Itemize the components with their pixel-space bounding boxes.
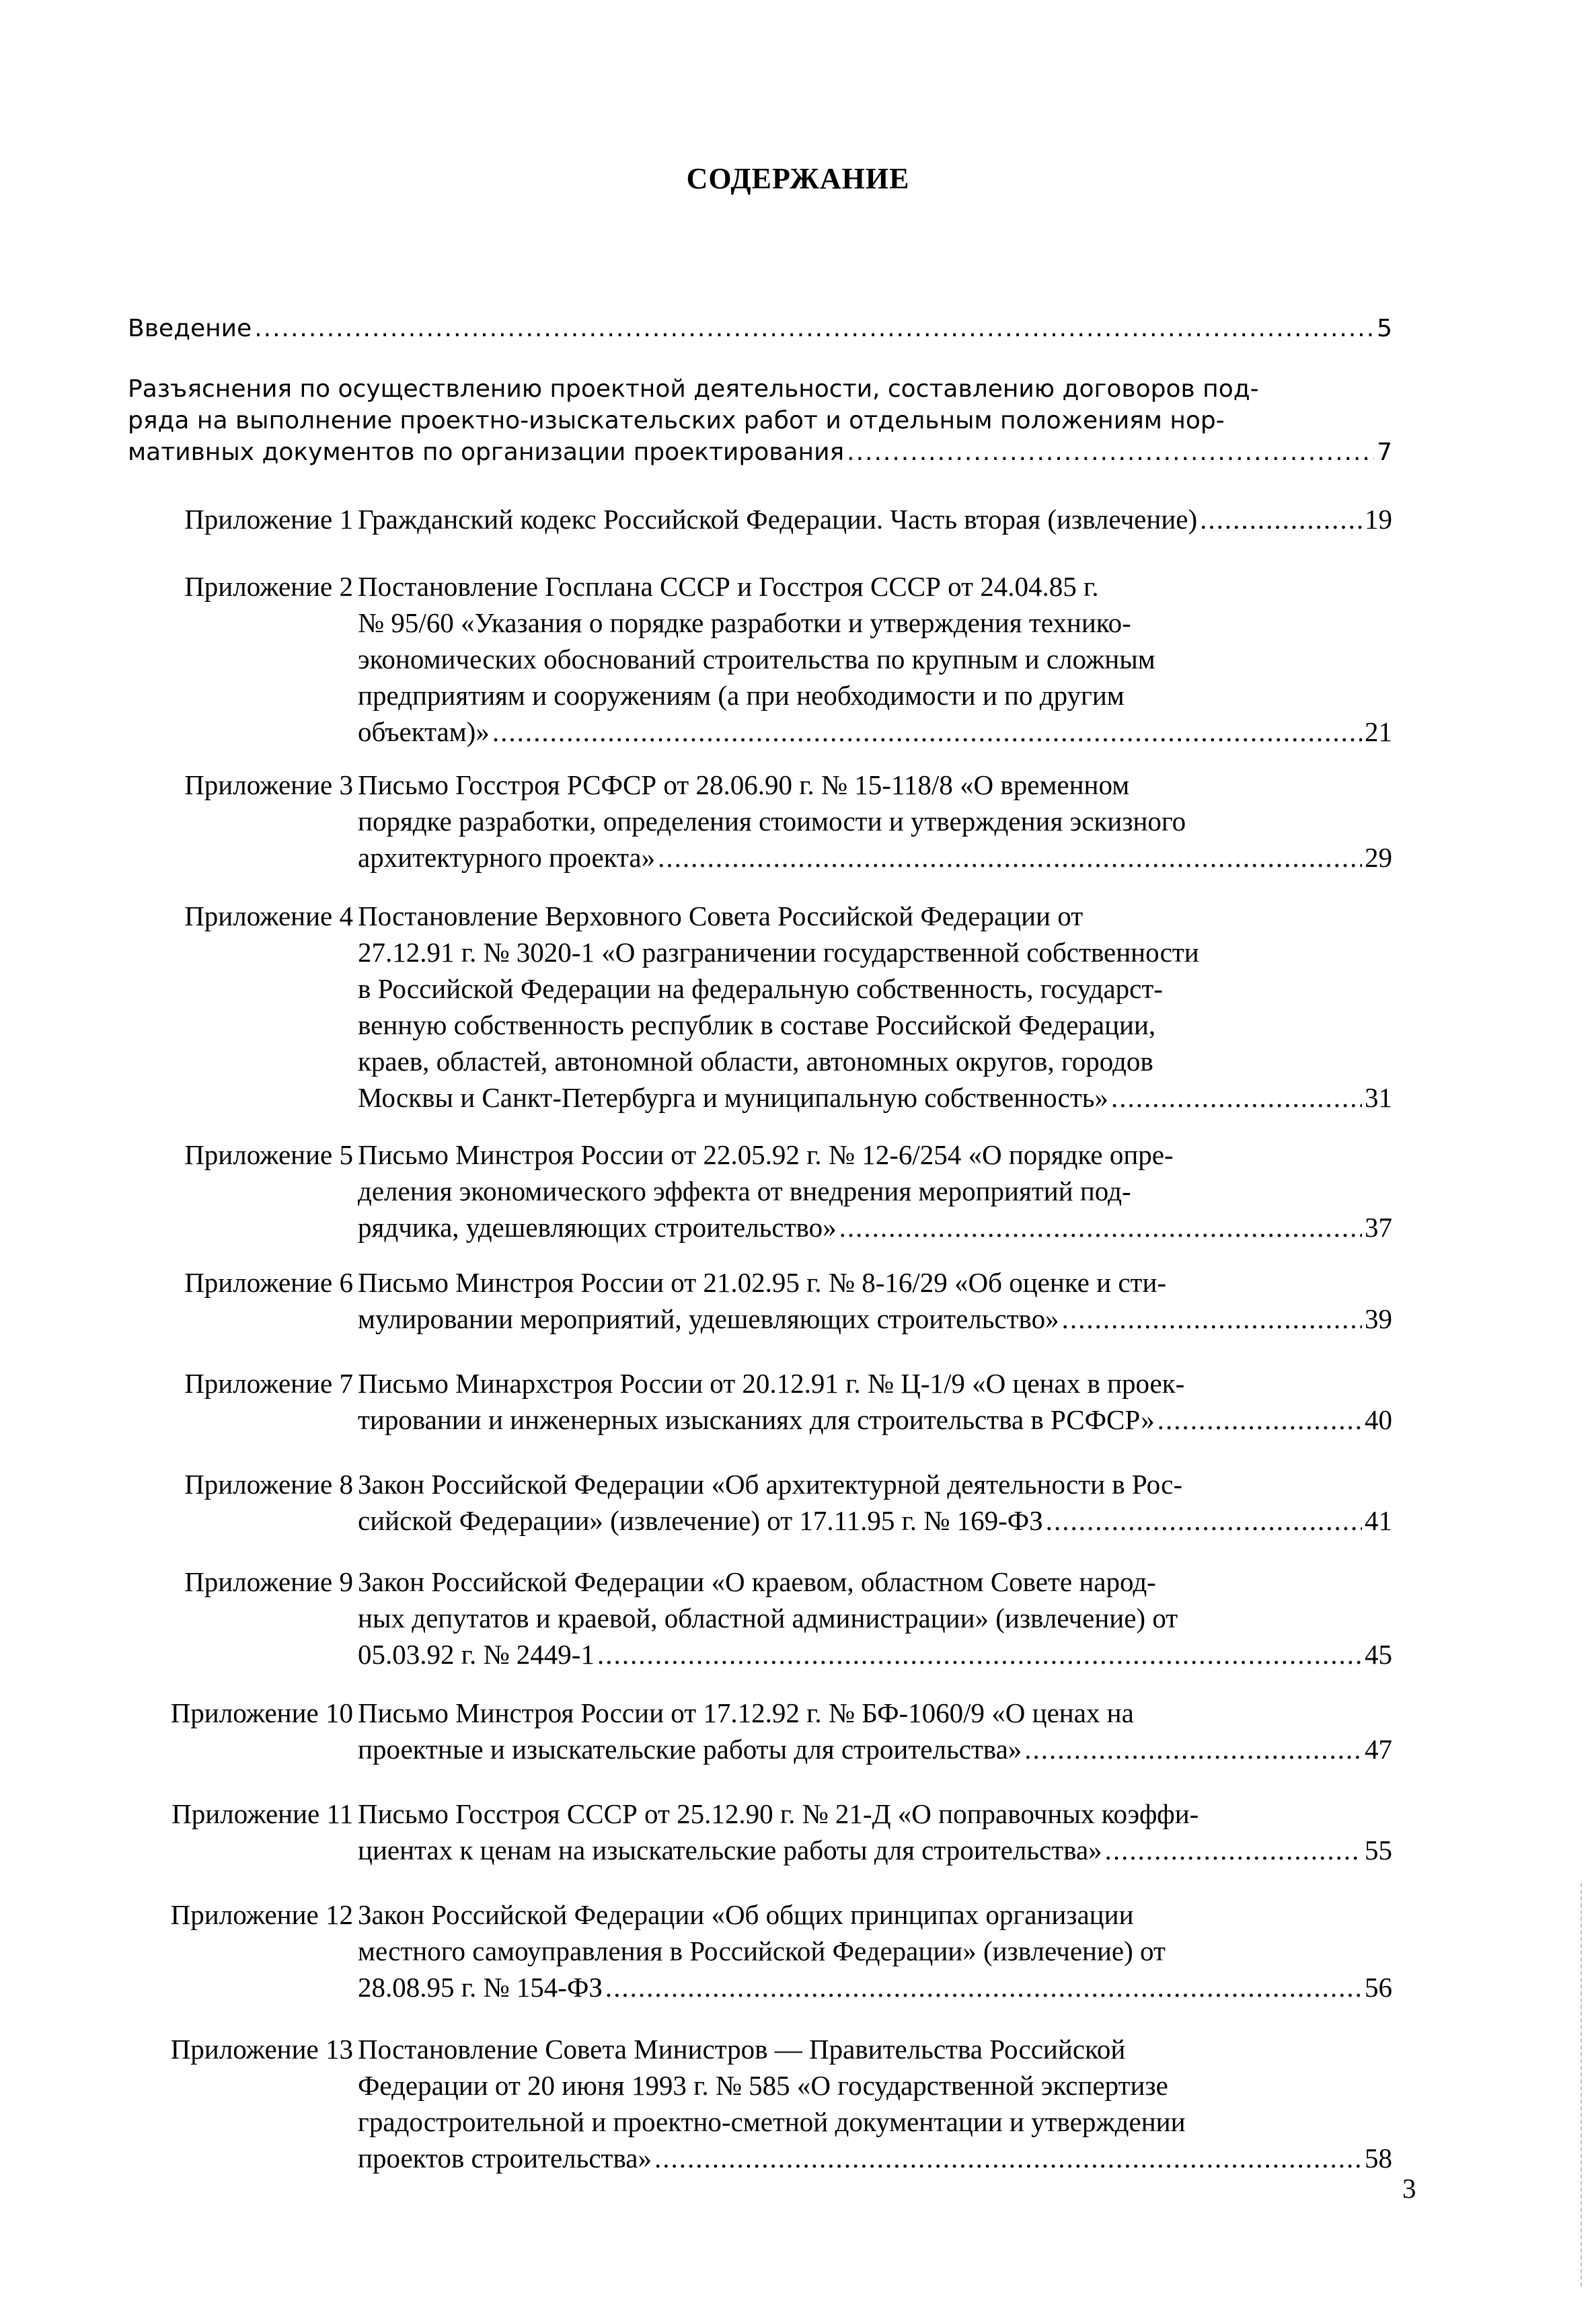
toc-entry-last-line: [358, 1636, 1392, 1673]
toc-appendix-body: [358, 2031, 1392, 2176]
toc-entry-line: краев, областей, автономной области, автономных округов, городов: [358, 1046, 1153, 1077]
toc-appendix-body: [358, 568, 1392, 750]
toc-entry-appendix-10: [124, 1695, 1392, 1767]
toc-page-number: 55: [1365, 1835, 1392, 1866]
toc-entry-text: Гражданский кодекс Российской Федерации. Часть вторая (извлечение): [358, 504, 1198, 535]
toc-entry-line: № 95/60 «Указания о порядке разработки и утверждения технико-: [358, 607, 1131, 638]
toc-page-number: 56: [1365, 1972, 1392, 2003]
toc-appendix-label: Приложение 3: [184, 769, 353, 800]
toc-appendix-label: Приложение 13: [170, 2034, 353, 2065]
toc-entry-line: Постановление Верховного Совета Российской Федерации от: [358, 900, 1084, 931]
toc-entry-line: деления экономического эффекта от внедрения мероприятий под-: [358, 1176, 1131, 1206]
toc-entry-text: объектам)»: [358, 716, 490, 747]
toc-entry-last-line: [358, 714, 1392, 750]
toc-entry-last-line: [358, 1832, 1392, 1868]
toc-entry-line: Письмо Госстроя СССР от 25.12.90 г. № 21-Д «О поправочных коэффи-: [358, 1798, 1199, 1829]
toc-page-number: 37: [1365, 1212, 1392, 1243]
toc-appendix-label: Приложение 2: [184, 571, 353, 602]
toc-entry-text: мативных документов по организации проектирования: [128, 438, 845, 466]
toc-appendix-body: [358, 767, 1392, 876]
toc-leader-dots: [1105, 1832, 1362, 1868]
toc-entry-last-line: [128, 313, 1392, 344]
toc-entry-appendix-13: [124, 2031, 1392, 2176]
toc-appendix-label: Приложение 6: [184, 1267, 353, 1298]
toc-appendix-label: Приложение 5: [184, 1139, 353, 1170]
toc-appendix-body: [358, 898, 1392, 1116]
toc-leader-dots: [605, 1969, 1362, 2005]
toc-entry-last-line: [358, 839, 1392, 876]
page-title: СОДЕРЖАНИЕ: [686, 162, 910, 195]
toc-appendix-label: Приложение 10: [170, 1697, 353, 1728]
toc-entry-appendix-7: [124, 1365, 1392, 1438]
toc-leader-dots: [1062, 1301, 1362, 1337]
toc-entry-text: проектов строительства»: [358, 2143, 652, 2174]
toc-entry-intro: [128, 313, 1392, 344]
toc-entry-line: местного самоуправления в Российской Федерации» (извлечение) от: [358, 1935, 1166, 1966]
toc-entry-line: 27.12.91 г. № 3020-1 «О разграничении государственной собственности: [358, 937, 1199, 968]
toc-entry-line: ряда на выполнение проектно-изыскательских работ и отдельным положениям нор-: [128, 407, 1225, 434]
toc-appendix-body: [358, 501, 1392, 537]
toc-entry-line: Закон Российской Федерации «Об общих принципах организации: [358, 1899, 1134, 1930]
toc-entry-line: Закон Российской Федерации «О краевом, областном Совете народ-: [358, 1566, 1156, 1597]
toc-entry-appendix-9: [124, 1564, 1392, 1673]
toc-entry-last-line: [358, 1969, 1392, 2005]
toc-appendix-body: [358, 1137, 1392, 1245]
toc-leader-dots: [839, 1209, 1362, 1245]
toc-page-number: 41: [1365, 1505, 1392, 1536]
toc-entry-appendix-6: [124, 1264, 1392, 1337]
toc-page-number: 5: [1377, 315, 1392, 342]
scan-margin-marks: [1581, 1883, 1584, 2287]
toc-appendix-label: Приложение 7: [184, 1368, 353, 1399]
toc-page-number: 31: [1365, 1082, 1392, 1113]
toc-entry-appendix-1: [124, 501, 1392, 537]
toc-entry-text: сийской Федерации» (извлечение) от 17.11.95 г. № 169-ФЗ: [358, 1505, 1043, 1536]
toc-entry-line: порядке разработки, определения стоимости и утверждения эскизного: [358, 806, 1186, 837]
toc-entry-last-line: [358, 1079, 1392, 1116]
toc-page-number: 29: [1365, 842, 1392, 873]
toc-entry-line: Письмо Минстроя России от 17.12.92 г. № БФ-1060/9 «О ценах на: [358, 1697, 1134, 1728]
toc-appendix-label: Приложение 4: [184, 900, 353, 931]
toc-entry-text: 28.08.95 г. № 154-ФЗ: [358, 1972, 603, 2003]
toc-entry-last-line: [358, 1209, 1392, 1245]
toc-entry-text: Москвы и Санкт-Петербурга и муниципальную собственность»: [358, 1082, 1108, 1113]
toc-entry-line: Письмо Минстроя России от 22.05.92 г. № 12-6/254 «О порядке опре-: [358, 1139, 1174, 1170]
toc-entry-appendix-11: [124, 1796, 1392, 1868]
toc-entry-line: экономических обоснований строительства по крупным и сложным: [358, 644, 1155, 675]
toc-entry-text: рядчика, удешевляющих строительство»: [358, 1212, 837, 1243]
toc-entry-line: Разъяснения по осуществлению проектной деятельности, составлению договоров под-: [128, 375, 1259, 403]
toc-page-number: 39: [1365, 1303, 1392, 1334]
toc-leader-dots: [1111, 1079, 1362, 1116]
toc-leader-dots: [254, 313, 1374, 344]
toc-entry-line: Постановление Госплана СССР и Госстроя СССР от 24.04.85 г.: [358, 571, 1099, 602]
toc-entry-text: проектные и изыскательские работы для строительства»: [358, 1734, 1022, 1765]
toc-leader-dots: [658, 839, 1362, 876]
toc-entry-explanations: [128, 373, 1392, 468]
toc-entry-last-line: [358, 1731, 1392, 1767]
toc-entry-line: градостроительной и проектно-сметной документации и утверждении: [358, 2106, 1186, 2137]
toc-appendix-label: Приложение 8: [184, 1469, 353, 1500]
toc-entry-text: Введение: [128, 315, 252, 342]
toc-entry-text: циентах к ценам на изыскательские работы для строительства»: [358, 1835, 1102, 1866]
toc-leader-dots: [1157, 1401, 1362, 1438]
page-number: 3: [1402, 2173, 1416, 2204]
toc-entry-appendix-2: [124, 568, 1392, 750]
toc-appendix-body: [358, 1796, 1392, 1868]
toc-appendix-body: [358, 1264, 1392, 1337]
toc-entry-line: в Российской Федерации на федеральную собственность, государст-: [358, 973, 1163, 1004]
toc-page-number: 45: [1365, 1639, 1392, 1670]
toc-leader-dots: [654, 2140, 1362, 2176]
toc-entry-line: ных депутатов и краевой, областной администрации» (извлечение) от: [358, 1603, 1178, 1634]
toc-entry-last-line: [358, 1502, 1392, 1539]
toc-entry-line: Письмо Минархстроя России от 20.12.91 г. № Ц-1/9 «О ценах в проек-: [358, 1368, 1185, 1399]
toc-entry-text: тировании и инженерных изысканиях для строительства в РСФСР»: [358, 1404, 1155, 1435]
toc-entry-text: архитектурного проекта»: [358, 842, 656, 873]
toc-appendix-body: [358, 1365, 1392, 1438]
toc-entry-appendix-12: [124, 1896, 1392, 2005]
toc-appendix-label: Приложение 9: [184, 1566, 353, 1597]
toc-entry-line: Постановление Совета Министров — Правительства Российской: [358, 2034, 1126, 2065]
toc-entry-line: Письмо Минстроя России от 21.02.95 г. № 8-16/29 «Об оценке и сти-: [358, 1267, 1167, 1298]
toc-page-number: 7: [1377, 438, 1392, 466]
toc-entry-line: Закон Российской Федерации «Об архитектурной деятельности в Рос-: [358, 1469, 1183, 1500]
toc-entry-last-line: [128, 436, 1392, 468]
toc-entry-appendix-3: [124, 767, 1392, 876]
toc-appendix-body: [358, 1695, 1392, 1767]
toc-leader-dots: [1024, 1731, 1362, 1767]
toc-entry-last-line: [358, 1301, 1392, 1337]
toc-page-number: 40: [1365, 1404, 1392, 1435]
toc-leader-dots: [1200, 501, 1362, 537]
toc-entry-appendix-4: [124, 898, 1392, 1116]
toc-appendix-body: [358, 1466, 1392, 1539]
toc-entry-appendix-5: [124, 1137, 1392, 1245]
toc-entry-last-line: [358, 2140, 1392, 2176]
toc-page-number: 19: [1365, 504, 1392, 535]
toc-entry-line: венную собственность республик в составе Российской Федерации,: [358, 1009, 1156, 1040]
toc-appendix-label: Приложение 11: [172, 1798, 353, 1829]
toc-entry-text: мулировании мероприятий, удешевляющих строительство»: [358, 1303, 1059, 1334]
toc-leader-dots: [1046, 1502, 1362, 1539]
toc-entry-last-line: [358, 1401, 1392, 1438]
toc-entry-line: предприятиям и сооружениям (а при необходимости и по другим: [358, 680, 1125, 711]
toc-entry-line: Письмо Госстроя РСФСР от 28.06.90 г. № 15-118/8 «О временном: [358, 769, 1130, 800]
toc-leader-dots: [492, 714, 1362, 750]
toc-entry-line: Федерации от 20 июня 1993 г. № 585 «О государственной экспертизе: [358, 2070, 1168, 2101]
toc-page-number: 47: [1365, 1734, 1392, 1765]
toc-leader-dots: [597, 1636, 1362, 1673]
toc-appendix-label: Приложение 12: [170, 1899, 353, 1930]
toc-leader-dots: [847, 436, 1374, 468]
toc-entry-text: 05.03.92 г. № 2449-1: [358, 1639, 595, 1670]
toc-appendix-body: [358, 1896, 1392, 2005]
toc-entry-last-line: [358, 501, 1392, 537]
toc-page-number: 21: [1365, 716, 1392, 747]
toc-appendix-body: [358, 1564, 1392, 1673]
toc-appendix-label: Приложение 1: [184, 504, 353, 535]
toc-entry-appendix-8: [124, 1466, 1392, 1539]
toc-page-number: 58: [1365, 2143, 1392, 2174]
